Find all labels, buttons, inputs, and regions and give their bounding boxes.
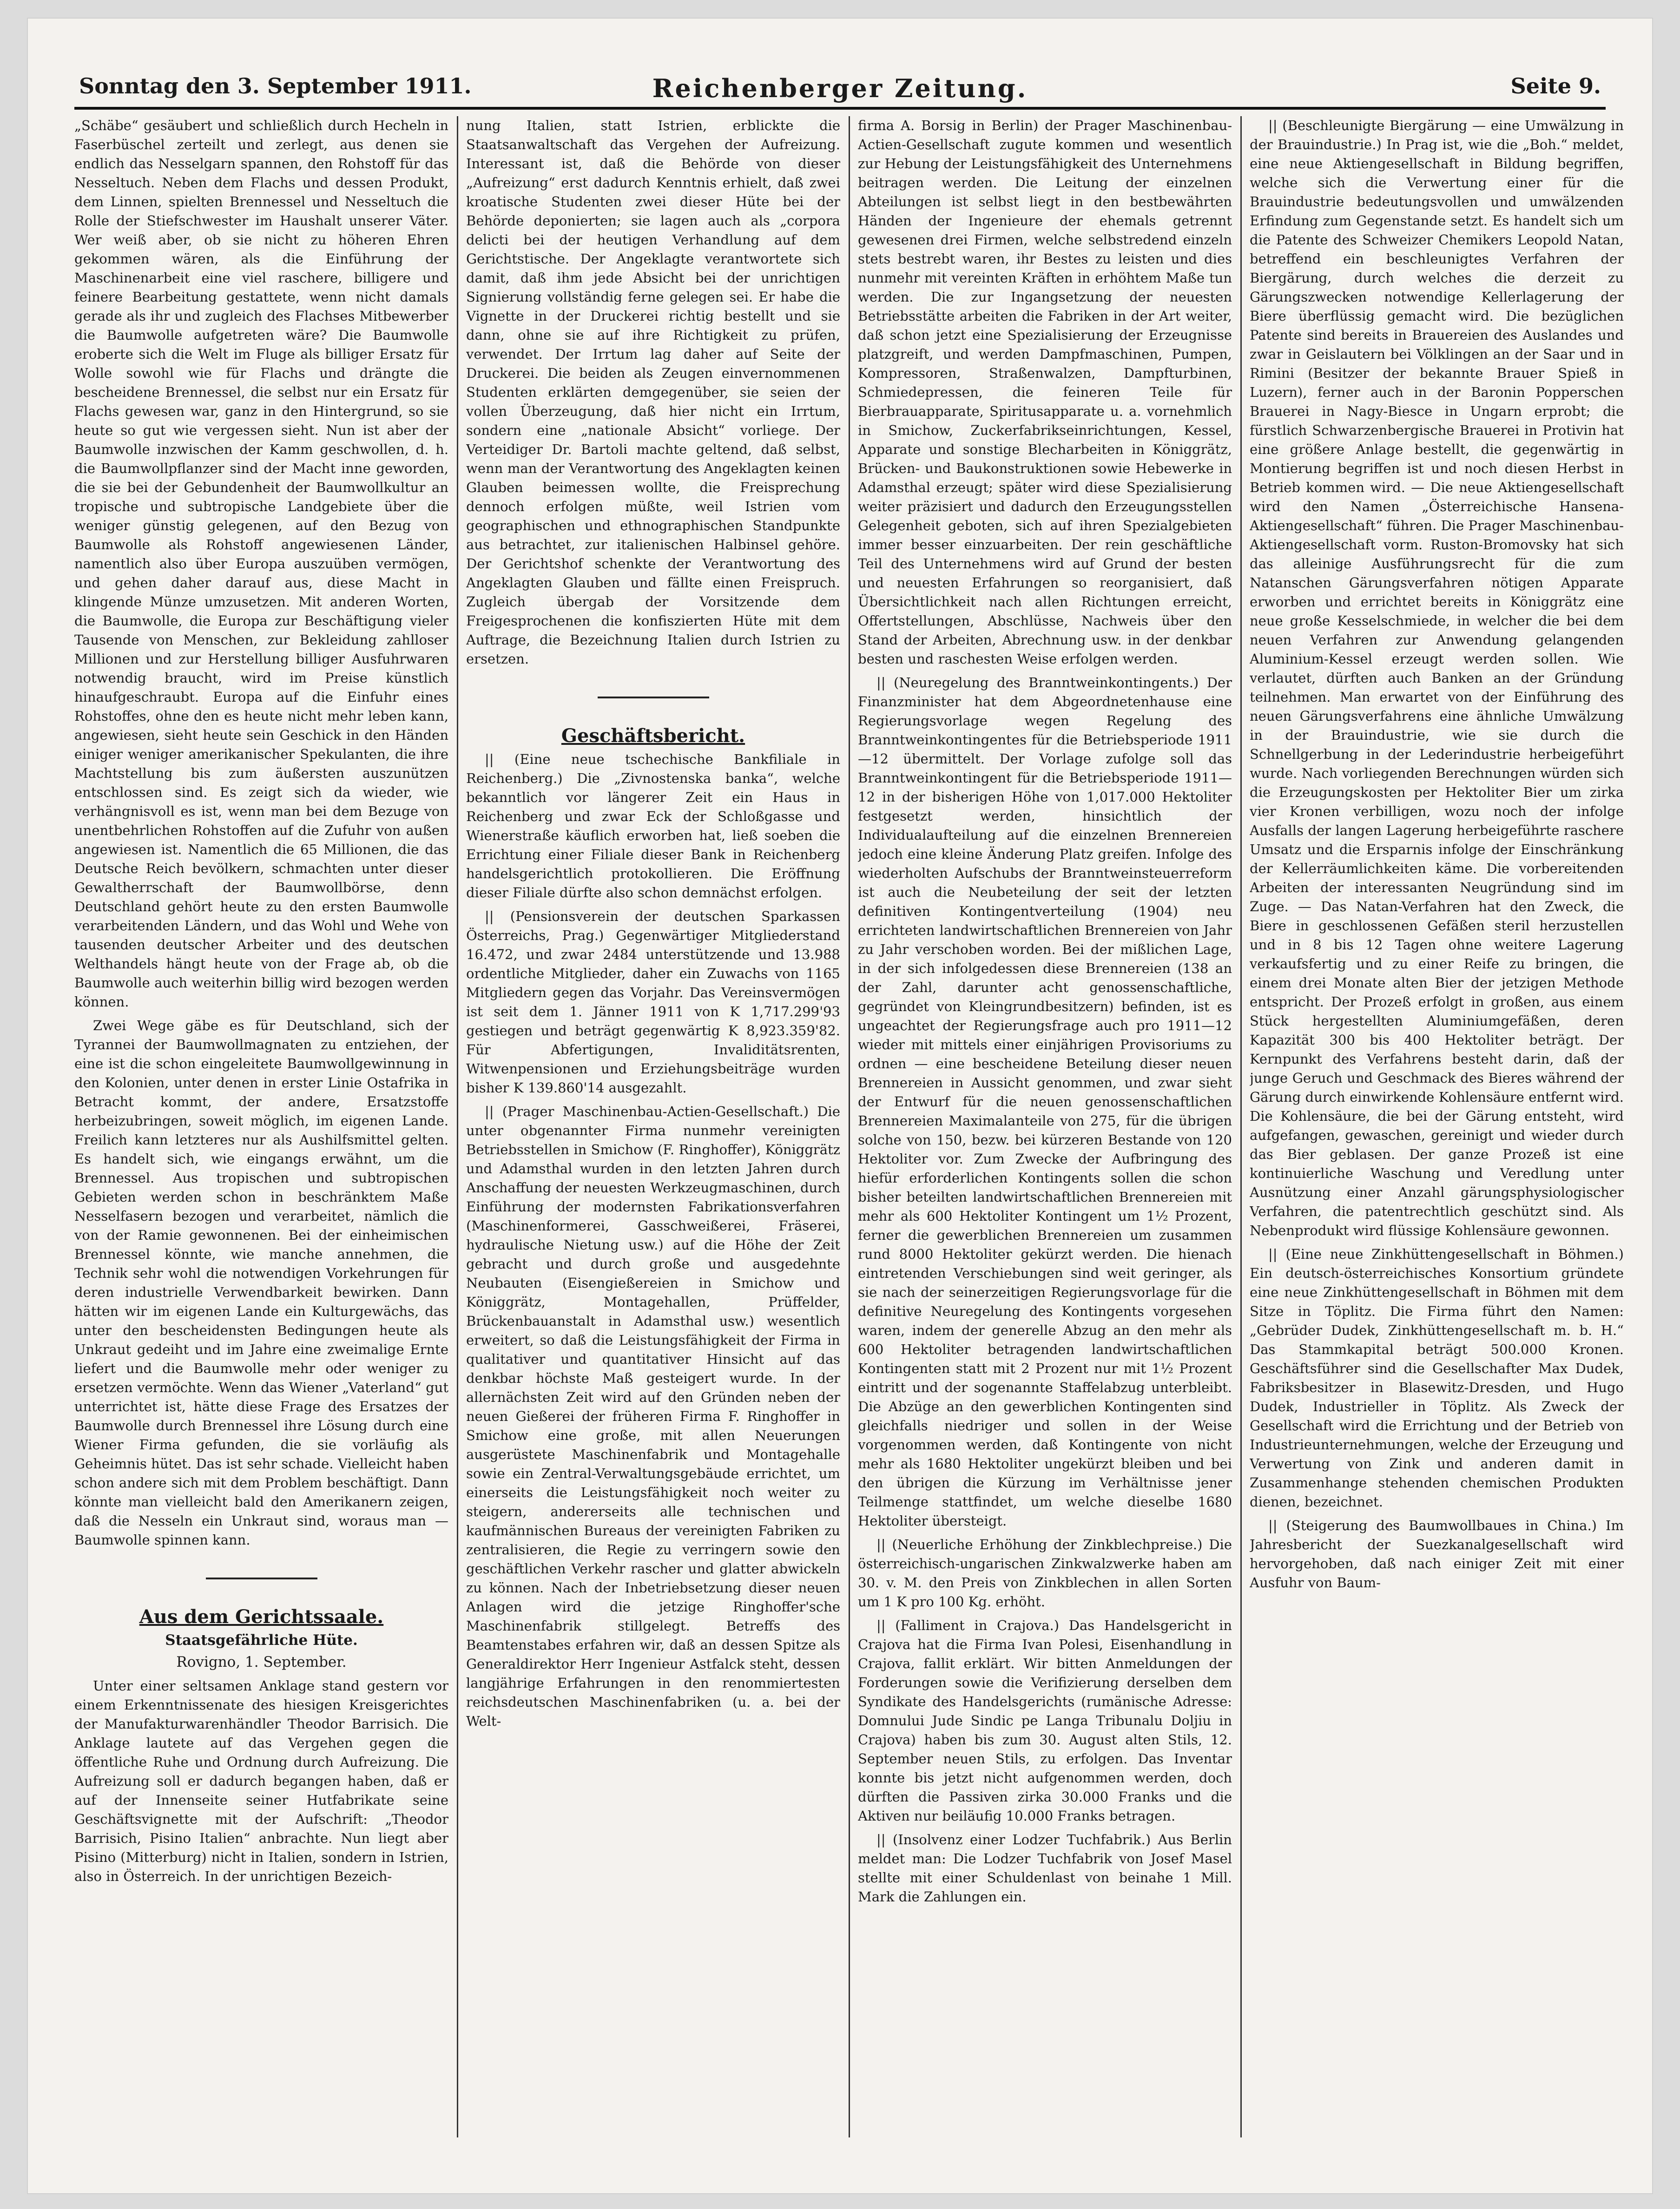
news-item: || (Beschleunigte Biergärung — eine Umwälzung in der Brauindustrie.) In Prag ist, wie die „Boh.“ meldet, eine neue Aktiengesellschaft in Bildung begriffen, welche sich die Verwertung einer für die Brauindustrie bedeutungsvollen und umwälzenden Erfindung zum Gegenstande setzt. Es handelt sich um die Patente des Schweizer Chemikers Leopold Natan, betreffend ein beschleunigtes Verfahren der Biergärung, durch welches die derzeit zu Gärungszwecken notwendige Kellerlagerung der Biere überflüssig gemacht wird. Die bezüglichen Patente sind bereits in Brauereien des Auslandes und zwar in Geislautern bei Völklingen an der Saar und in Rimini (Besitzer der bekannte Brauer Spieß in Luzern), ferner auch in der Baronin Popperschen Brauerei in Nagy-Biesce in Ungarn erprobt; die fürstlich Schwarzenbergische Brauerei in Protivin hat eine größere Anlage bestellt, die gegenwärtig in Montierung begriffen ist und noch diesen Herbst in Betrieb kommen wird. — Die neue Aktiengesellschaft wird den Namen „Österreichische Hansena-Aktiengesellschaft“ führen. Die Prager Maschinenbau-Aktiengesellschaft vorm. Ruston-Bromovsky hat sich das alleinige Ausführungsrecht für die zum Natanschen Gärungsverfahren nötigen Apparate erworben und errichtet bereits in Königgrätz eine neue große Kesselschmiede, in welcher die bei dem neuen Verfahren zur Anwendung gelangenden Aluminium-Kessel erzeugt werden sollen. Wie verlautet, dürften auch Banken an der Gründung teilnehmen. Man erwartet von der Einführung des neuen Gärungsverfahrens eine ähnliche Umwälzung in der Brauindustrie, wie sie durch die Schnellgerbung in der Lederindustrie herbeigeführt wurde. Nach vorliegenden Berechnungen würden sich die Erzeugungskosten per Hektoliter Bier um zirka vier Kronen verbilligen, wozu noch der infolge Ausfalls der langen Lagerung herbeigeführte raschere Umsatz und die Ersparnis infolge der Einschränkung der Kellerräumlichkeiten käme. Die vorbereitenden Arbeiten der interessanten Neugründung sind im Zuge. — Das Natan-Verfahren hat den Zweck, die Biere in geschlossenen Gefäßen steril herzustellen und in 8 bis 12 Tagen ohne weitere Lagerung verkaufsfertig und zu einer Reife zu bringen, die einem drei Monate alten Bier der jetzigen Methode entspricht. Der Prozeß erfolgt in großen, aus einem Stück hergestellten Aluminiumgefäßen, deren Kapazität 300 bis 400 Hektoliter beträgt. Der Kernpunkt des Verfahrens besteht darin, daß der junge Geruch und Geschmack des Bieres während der Gärung durch einwirkende Kohlensäure entfernt wird. Die Kohlensäure, die bei der Gärung entsteht, wird aufgefangen, gewaschen, gereinigt und wieder durch das Bier geblasen. Der ganze Prozeß ist eine kontinuierliche Waschung und Veredlung unter Ausnützung einer Anzahl gärungsphysiologischer Verfahren, die patentrechtlich geschützt sind. Als Nebenprodukt wird flüssige Kohlensäure gewonnen. bbox=[1250, 118, 1624, 1238]
column-rule bbox=[457, 116, 458, 2137]
masthead-title: Reichenberger Zeitung. bbox=[652, 73, 1028, 103]
section-divider bbox=[598, 697, 709, 698]
news-item: || (Prager Maschinenbau-Actien-Gesellschaft.) Die unter obgenannter Firma nunmehr vereinigten Betriebsstellen in Smichow (F. Ringhoffer), Königgrätz und Adamsthal wurden in den letzten Jahren durch Anschaffung der neuesten Werkzeugmaschinen, durch Einführung der modernsten Fabrikationsverfahren (Maschinenformerei, Gasschweißerei, Fräserei, hydraulische Nietung usw.) auf die Höhe der Zeit gebracht und durch große und ausgedehnte Neubauten (Eisengießereien in Smichow und Königgrätz, Montagehallen, Prüffelder, Brückenbauanstalt in Adamsthal usw.) wesentlich erweitert, so daß die Leistungsfähigkeit der Firma in qualitativer und quantitativer Hinsicht auf das denkbar höchste Maß gesteigert wurde. In der allernächsten Zeit wird auf den Gründen neben der neuen Gießerei der früheren Firma F. Ringhoffer in Smichow eine große, mit allen Neuerungen ausgerüstete Maschinenfabrik und Montagehalle sowie ein Zentral-Verwaltungsgebäude errichtet, um einerseits die Leistungsfähigkeit noch weiter zu steigern, andererseits alle technischen und kaufmännischen Bureaus der vereinigten Fabriken zu zentralisieren, die Regie zu verringern sowie den geschäftlichen Verkehr rascher und glatter abwickeln zu können. Nach der Inbetriebsetzung dieser neuen Anlagen wird die jetzige Ringhoffer'sche Maschinenfabrik stillgelegt. Betreffs des Beamtenstabes erfahren wir, daß an dessen Spitze als Generaldirektor Herr Ingenieur Astfalck steht, dessen langjährige Erfahrungen in den renommiertesten reichsdeutschen Maschinenfabriken (u. a. bei der Welt- bbox=[466, 1104, 840, 1729]
news-item: || (Falliment in Crajova.) Das Handelsgericht in Crajova hat die Firma Ivan Polesi, Eisenhandlung in Crajova, fallit erklärt. Wir bitten Anmeldungen der Forderungen sowie die Verifizierung derselben dem Syndikate des Handelsgerichts (rumänische Adresse: Domnului Jude Sindic pe Langa Tribunalu Doljiu in Crajova) haben bis zum 30. August alten Stils, 12. September neuen Stils, zu erfolgen. Das Inventar konnte bis jetzt nicht aufgenommen werden, doch dürften die Passiven zirka 30.000 Franks und die Aktiven nur beiläufig 10.000 Franks betragen. bbox=[858, 1617, 1232, 1824]
columns bbox=[74, 116, 1624, 2137]
masthead-date: Sonntag den 3. September 1911. bbox=[79, 73, 472, 99]
column-1 bbox=[74, 116, 448, 2137]
newspaper-page bbox=[28, 19, 1652, 2193]
news-item: || (Neuregelung des Branntweinkontingents.) Der Finanzminister hat dem Abgeordnetenhause eine Regierungsvorlage wegen Regelung des Branntweinkontingentes für die Betriebsperiode 1911—12 übermittelt. Der Vorlage zufolge soll das Branntweinkontingent für die Betriebsperiode 1911—12 in der bisherigen Höhe von 1,017.000 Hektoliter festgesetzt werden, hinsichtlich der Individualaufteilung auf die einzelnen Brennereien jedoch eine kleine Änderung Platz greifen. Infolge des wiederholten Aufschubs der Branntweinsteuerreform ist auch die Neubeteilung der seit der letzten definitiven Kontingentverteilung (1904) neu errichteten landwirtschaftlichen Brennereien von Jahr zu Jahr verschoben worden. Bei der mißlichen Lage, in der sich infolgedessen diese Brennereien (138 an der Zahl, darunter acht genossenschaftliche, gegründet von Kleingrundbesitzern) befinden, ist es ungeachtet der Regierungsfrage auch pro 1911—12 wieder mit mittels einer einjährigen Provisoriums zu ordnen — eine bescheidene Beteilung dieser neuen Brennereien in Aussicht genommen, und zwar sieht der Entwurf für die neuen genossenschaftlichen Brennereien Maximalanteile von 275, für die übrigen solche von 150, bezw. bei kürzeren Bestande von 120 Hektoliter vor. Zum Zwecke der Aufbringung des hiefür erforderlichen Kontingents sollen die schon bisher beteilten landwirtschaftlichen Brennereien mit mehr als 600 Hektoliter Kontingent um 1½ Prozent, ferner die gewerblichen Brennereien um zusammen rund 8000 Hektoliter gekürzt werden. Die hienach eintretenden Verschiebungen sind weit geringer, als sie nach der seinerzeitigen Regierungsvorlage für die definitive Neuregelung des Kontingents vorgesehen waren, indem der generelle Abzug an den mehr als 600 Hektoliter betragenden landwirtschaftlichen Kontingenten statt mit 2 Prozent nur mit 1½ Prozent eintritt und der sogenannte Staffelabzug unterbleibt. Die Abzüge an den gewerblichen Kontingenten sind gleichfalls niedriger und sollen in der Weise vorgenommen werden, daß Kontingente von nicht mehr als 1680 Hektoliter ungekürzt bleiben und bei den übrigen die Kürzung im Verhältnisse jener Teilmenge stattfindet, um welche dieselbe 1680 Hektoliter übersteigt. bbox=[858, 675, 1232, 1529]
article-paragraph: „Schäbe“ gesäubert und schließlich durch Hecheln in Faserbüschel zerteilt und zerlegt, aus denen sie endlich das Nesselgarn spannen, den Rohstoff für das Nesseltuch. Neben dem Flachs und dessen Produkt, dem Linnen, spielten Brennessel und Nesseltuch die Rolle der Stiefschwester im Haushalt unserer Väter. Wer weiß aber, ob sie nicht zu höheren Ehren gekommen wären, als die Einführung der Maschinenarbeit eine viel raschere, billigere und feinere Bearbeitung gestattete, wenn nicht damals gerade als ihr und zugleich des Flachses Mitbewerber die Baumwolle aufgetreten wäre? Die Baumwolle eroberte sich die Welt im Fluge als billiger Ersatz für Wolle sowohl wie für Flachs und drängte die bescheidene Brennessel, die selbst nur ein Ersatz für Flachs gewesen war, ganz in den Hintergrund, so sie heute so gut wie vergessen sieht. Nun ist aber der Baumwolle inzwischen der Kamm geschwollen, d. h. die Baumwollpflanzer sind der Macht inne geworden, die sie bei der Gebundenheit der Baumwollkultur an tropische und subtropische Landgebiete über die weniger günstig gelegenen, auf den Bezug von Baumwolle als Rohstoff angewiesenen Länder, namentlich also über Europa auszuüben vermögen, und gehen daher darauf aus, diese Macht in klingende Münze umzusetzen. Mit anderen Worten, die Baumwolle, die Europa zur Beschäftigung vieler Tausende von Menschen, zur Bekleidung zahlloser Millionen und zur Herstellung billiger Ausfuhrwaren notwendig braucht, wird im Preise künstlich hinaufgeschraubt. Europa auf die Einfuhr eines Rohstoffes, ohne den es heute nicht mehr leben kann, angewiesen, sieht heute sein Geschick in den Händen einiger weniger amerikanischer Spekulanten, die ihre Machtstellung bis zum äußersten auszunützen entschlossen sind. Es zeigt sich da wieder, wie verhängnisvoll es ist, wenn man bei dem Bezuge von unentbehrlichen Rohstoffen auf die Zufuhr von außen angewiesen ist. Namentlich die 65 Millionen, die das Deutsche Reich bevölkern, schmachten unter dieser Gewaltherrschaft der Baumwollbörse, denn Deutschland gehört heute zu den ersten Baumwolle verarbeitenden Ländern, und das Wohl und Wehe von tausenden deutscher Arbeiter und des deutschen Welthandels hängt heute von der Frage ab, ob die Baumwolle auch weiterhin billig wird bezogen werden können. bbox=[74, 118, 448, 1010]
column-2 bbox=[466, 116, 840, 2137]
masthead-page-number: Seite 9. bbox=[1510, 73, 1601, 99]
article-paragraph: nung Italien, statt Istrien, erblickte die Staatsanwaltschaft das Vergehen der Aufreizung. Interessant ist, daß die Behörde von dieser „Aufreizung“ erst dadurch Kenntnis erhielt, daß zwei kroatische Studenten zwei dieser Hüte bei der Behörde deponierten; sie lagen auch als „corpora delicti bei der heutigen Verhandlung auf dem Gerichtstische. Der Angeklagte verantwortete sich damit, daß ihm jede Absicht bei der unrichtigen Signierung vollständig ferne gelegen sei. Er habe die Vignette in der Druckerei richtig bestellt und sie dann, ohne sie auf ihre Richtigkeit zu prüfen, verwendet. Der Irrtum lag daher auf Seite der Druckerei. Die beiden als Zeugen einvernommenen Studenten erklärten demgegenüber, sie seien der vollen Überzeugung, daß hier nicht ein Irrtum, sondern eine „nationale Absicht“ vorliege. Der Verteidiger Dr. Bartoli machte geltend, daß selbst, wenn man der Verantwortung des Angeklagten keinen Glauben beimessen wollte, die Freisprechung dennoch erfolgen müßte, weil Istrien vom geographischen und ethnographischen Standpunkte aus betrachtet, zur italienischen Halbinsel gehöre. Der Gerichtshof schenkte der Verantwortung des Angeklagten Glauben und fällte einen Freispruch. Zugleich übergab der Vorsitzende dem Freigesprochenen die konfiszierten Hüte mit dem Auftrage, die Bezeichnung Italien durch Istrien zu ersetzen. bbox=[466, 118, 840, 667]
news-item: || (Pensionsverein der deutschen Sparkassen Österreichs, Prag.) Gegenwärtiger Mitgliederstand 16.472, und zwar 2484 unterstützende und 13.988 ordentliche Mitglieder, daher ein Zuwachs von 1165 Mitgliedern gegen das Vorjahr. Das Vereinsvermögen ist seit dem 1. Jänner 1911 von K 1,717.299'93 gestiegen und beträgt gegenwärtig K 8,923.359'82. Für Abfertigungen, Invaliditätsrenten, Witwenpensionen und Erziehungsbeiträge wurden bisher K 139.860'14 ausgezahlt. bbox=[466, 908, 840, 1096]
section-heading-business: Geschäftsbericht. bbox=[561, 725, 745, 747]
column-rule bbox=[849, 116, 850, 2137]
article-paragraph: firma A. Borsig in Berlin) der Prager Maschinenbau-Actien-Gesellschaft zugute kommen und wesentlich zur Hebung der Leistungsfähigkeit des Unternehmens beitragen werden. Die Leitung der einzelnen Abteilungen ist selbst liegt in den bestbewährten Händen der Ingenieure der ehemals getrennt gewesenen drei Firmen, welche selbstredend einzeln stets bestrebt waren, ihr Bestes zu leisten und dies nunmehr mit vereinten Kräften in erhöhtem Maße tun werden. Die zur Ingangsetzung der neuesten Betriebsstätte arbeiten die Fabriken in der Art weiter, daß schon jetzt eine Spezialisierung der Erzeugnisse platzgreift, und werden Dampfmaschinen, Pumpen, Kompressoren, Straßenwalzen, Dampfturbinen, Schmiedepressen, die feineren Teile für Bierbrauapparate, Spiritusapparate u. a. vornehmlich in Smichow, Zuckerfabrikseinrichtungen, Kessel, Apparate und sonstige Blecharbeiten in Königgrätz, Brücken- und Baukonstruktionen sowie Hebewerke in Adamsthal erzeugt; später wird diese Spezialisierung weiter präzisiert und dadurch den Erzeugungsstellen Gelegenheit geboten, sich auf ihren Spezialgebieten immer besser einzuarbeiten. Der rein geschäftliche Teil des Unternehmens wird auf Grund der besten und neuesten Erfahrungen so reorganisiert, daß Übersichtlichkeit nach allen Richtungen erreicht, Offertstellungen, Abschlüsse, Nachweis über den Stand der Arbeiten, Abrechnung usw. in der denkbar besten und raschesten Weise erfolgen werden. bbox=[858, 118, 1232, 667]
column-3 bbox=[858, 116, 1232, 2137]
article-dateline: Rovigno, 1. September. bbox=[176, 1654, 347, 1670]
news-item: || (Insolvenz einer Lodzer Tuchfabrik.) Aus Berlin meldet man: Die Lodzer Tuchfabrik von Josef Masel stellte mit einer Schuldenlast von beinahe 1 Mill. Mark die Zahlungen ein. bbox=[858, 1832, 1232, 1905]
column-4 bbox=[1250, 116, 1624, 2137]
news-item: || (Eine neue tschechische Bankfiliale in Reichenberg.) Die „Zivnostenska banka“, welche bekanntlich vor längerer Zeit ein Haus in Reichenberg und zwar Eck der Schloßgasse und Wienerstraße käuflich erworben hat, ließ soeben die Errichtung einer Filiale dieser Bank in Reichenberg handelsgerichtlich protokollieren. Die Eröffnung dieser Filiale dürfte also schon demnächst erfolgen. bbox=[466, 751, 840, 901]
article-subheading: Staatsgefährliche Hüte. bbox=[165, 1632, 358, 1649]
masthead bbox=[74, 65, 1606, 110]
section-heading-court: Aus dem Gerichtssaale. bbox=[139, 1606, 384, 1628]
column-rule bbox=[1240, 116, 1242, 2137]
section-divider bbox=[206, 1578, 317, 1579]
news-item: || (Steigerung des Baumwollbaues in China.) Im Jahresbericht der Suezkanalgesellschaft wird hervorgehoben, daß nach einiger Zeit mit einer Ausfuhr von Baum- bbox=[1250, 1518, 1624, 1591]
news-item: || (Neuerliche Erhöhung der Zinkblechpreise.) Die österreichisch-ungarischen Zinkwalzwerke haben am 30. v. M. den Preis von Zinkblechen in allen Sorten um 1 K pro 100 Kg. erhöht. bbox=[858, 1537, 1232, 1610]
article-paragraph: Unter einer seltsamen Anklage stand gestern vor einem Erkenntnissenate des hiesigen Kreisgerichtes der Manufakturwarenhändler Theodor Barrisich. Die Anklage lautete auf das Vergehen gegen die öffentliche Ruhe und Ordnung durch Aufreizung. Die Aufreizung soll er dadurch begangen haben, daß er auf der Innenseite seiner Hutfabrikate seine Geschäftsvignette mit der Aufschrift: „Theodor Barrisich, Pisino Italien“ anbrachte. Nun liegt aber Pisino (Mitterburg) nicht in Italien, sondern in Istrien, also in Österreich. In der unrichtigen Bezeich- bbox=[74, 1678, 448, 1884]
article-paragraph: Zwei Wege gäbe es für Deutschland, sich der Tyrannei der Baumwollmagnaten zu entziehen, der eine ist die schon eingeleitete Baumwollgewinnung in den Kolonien, unter denen in erster Linie Ostafrika in Betracht kommt, der andere, Ersatzstoffe herbeizubringen, soweit möglich, im eigenen Lande. Freilich kann letzteres nur als Aushilfsmittel gelten. Es handelt sich, wie eingangs erwähnt, um die Brennessel. Aus tropischen und subtropischen Gebieten werden schon in beschränktem Maße Nesselfasern bezogen und verarbeitet, nämlich die von der Ramie gewonnenen. Bei der einheimischen Brennessel könnte, wie manche annehmen, die Technik sehr wohl die notwendigen Vorkehrungen für deren industrielle Verwendbarkeit bewirken. Dann hätten wir im eigenen Lande ein Kulturgewächs, das unter den bescheidensten Bedingungen heute als Unkraut gedeiht und im Jahre eine zweimalige Ernte liefert und die Baumwolle mehr oder weniger zu ersetzen vermöchte. Wenn das Wiener „Vaterland“ gut unterrichtet ist, hätte diese Frage des Ersatzes der Baumwolle durch Brennessel ihre Lösung durch eine Wiener Firma gefunden, die sie vorläufig als Geheimnis hütet. Das ist sehr schade. Vielleicht haben schon andere sich mit dem Problem beschäftigt. Dann könnte man vielleicht bald den Amerikanern zeigen, daß die Nesseln ein Unkraut sind, woraus man — Baumwolle spinnen kann. bbox=[74, 1018, 448, 1548]
news-item: || (Eine neue Zinkhüttengesellschaft in Böhmen.) Ein deutsch-österreichisches Konsortium gründete eine neue Zinkhüttengesellschaft in Böhmen mit dem Sitze in Töplitz. Die Firma führt den Namen: „Gebrüder Dudek, Zinkhüttengesellschaft m. b. H.“ Das Stammkapital beträgt 500.000 Kronen. Geschäftsführer sind die Gesellschafter Max Dudek, Fabriksbesitzer in Blasewitz-Dresden, und Hugo Dudek, Industrieller in Töplitz. Als Zweck der Gesellschaft wird die Errichtung und der Betrieb von Industrieunternehmungen, welche der Erzeugung und Verwertung von Zink und anderen damit in Zusammenhange stehenden chemischen Produkten dienen, bezeichnet. bbox=[1250, 1246, 1624, 1510]
